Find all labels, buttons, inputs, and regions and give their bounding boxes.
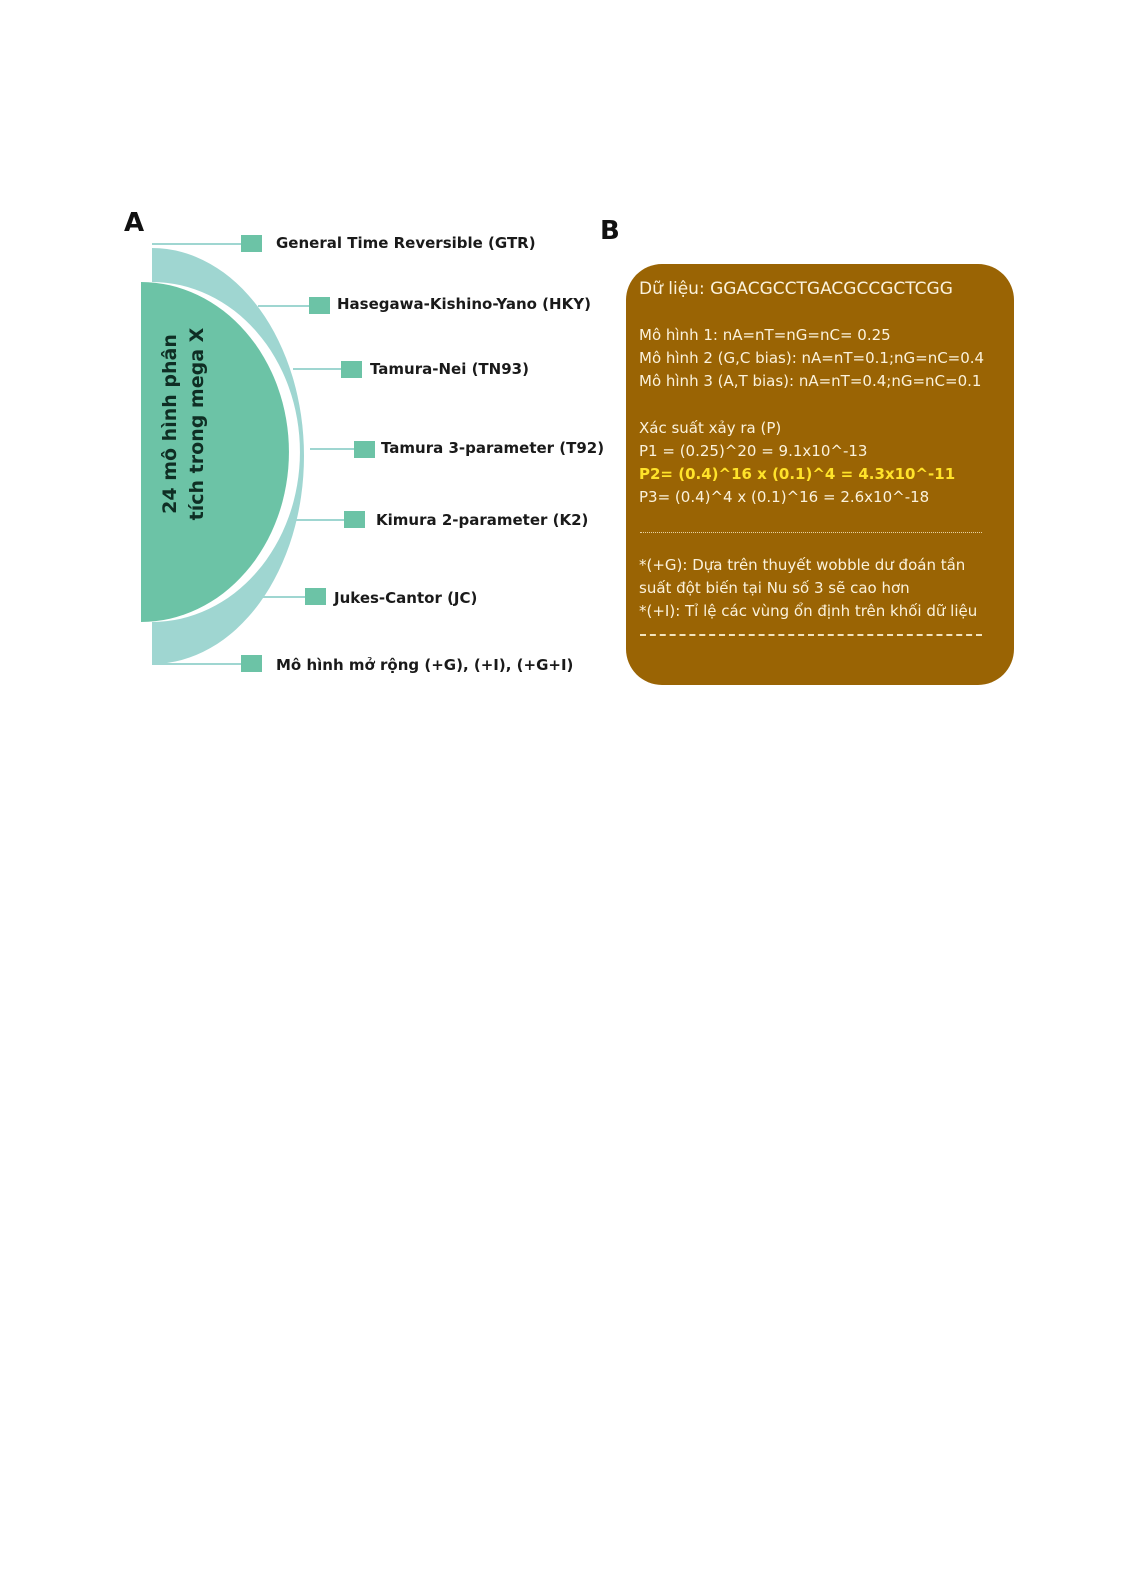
marker-t92 [354,441,375,458]
model-3-line: Mô hình 3 (A,T bias): nA=nT=0.4;nG=nC=0.1 [639,372,982,390]
marker-jc [305,588,326,605]
data-sequence: Dữ liệu: GGACGCCTGACGCCGCTCGG [639,279,953,299]
probability-p2: P2= (0.4)^16 x (0.1)^4 = 4.3x10^-11 [639,465,956,483]
probability-p1: P1 = (0.25)^20 = 9.1x10^-13 [639,442,868,460]
center-label-line2: tích trong mega X [186,327,208,521]
panel-b-letter: B [600,216,620,246]
note-i: *(+I): Tỉ lệ các vùng ổn định trên khối dữ liệu [639,602,978,620]
model-1-line: Mô hình 1: nA=nT=nG=nC= 0.25 [639,326,891,344]
model-t92: Tamura 3-parameter (T92) [381,439,605,457]
marker-hky [309,297,330,314]
probability-p3: P3= (0.4)^4 x (0.1)^16 = 2.6x10^-18 [639,488,930,506]
dashed-separator [640,634,982,636]
note-g-line2: suất đột biến tại Nu số 3 sẽ cao hơn [639,579,910,597]
model-tn93: Tamura-Nei (TN93) [370,360,529,378]
model-jc: Jukes-Cantor (JC) [334,589,478,607]
probability-title: Xác suất xảy ra (P) [639,419,782,437]
panel-b-box [626,264,1014,685]
model-2-line: Mô hình 2 (G,C bias): nA=nT=0.1;nG=nC=0.4 [639,349,985,367]
dotted-separator [640,532,982,533]
marker-k2 [344,511,365,528]
marker-gtr [241,235,262,252]
marker-tn93 [341,361,362,378]
center-label-line1: 24 mô hình phân [159,334,181,514]
model-extended: Mô hình mở rộng (+G), (+I), (+G+I) [276,656,574,674]
panel-a-letter: A [124,208,145,238]
marker-extended [241,655,262,672]
model-hky: Hasegawa-Kishino-Yano (HKY) [337,295,591,313]
model-gtr: General Time Reversible (GTR) [276,234,536,252]
model-k2: Kimura 2-parameter (K2) [376,511,589,529]
note-g-line1: *(+G): Dựa trên thuyết wobble dư đoán tần [639,556,966,574]
